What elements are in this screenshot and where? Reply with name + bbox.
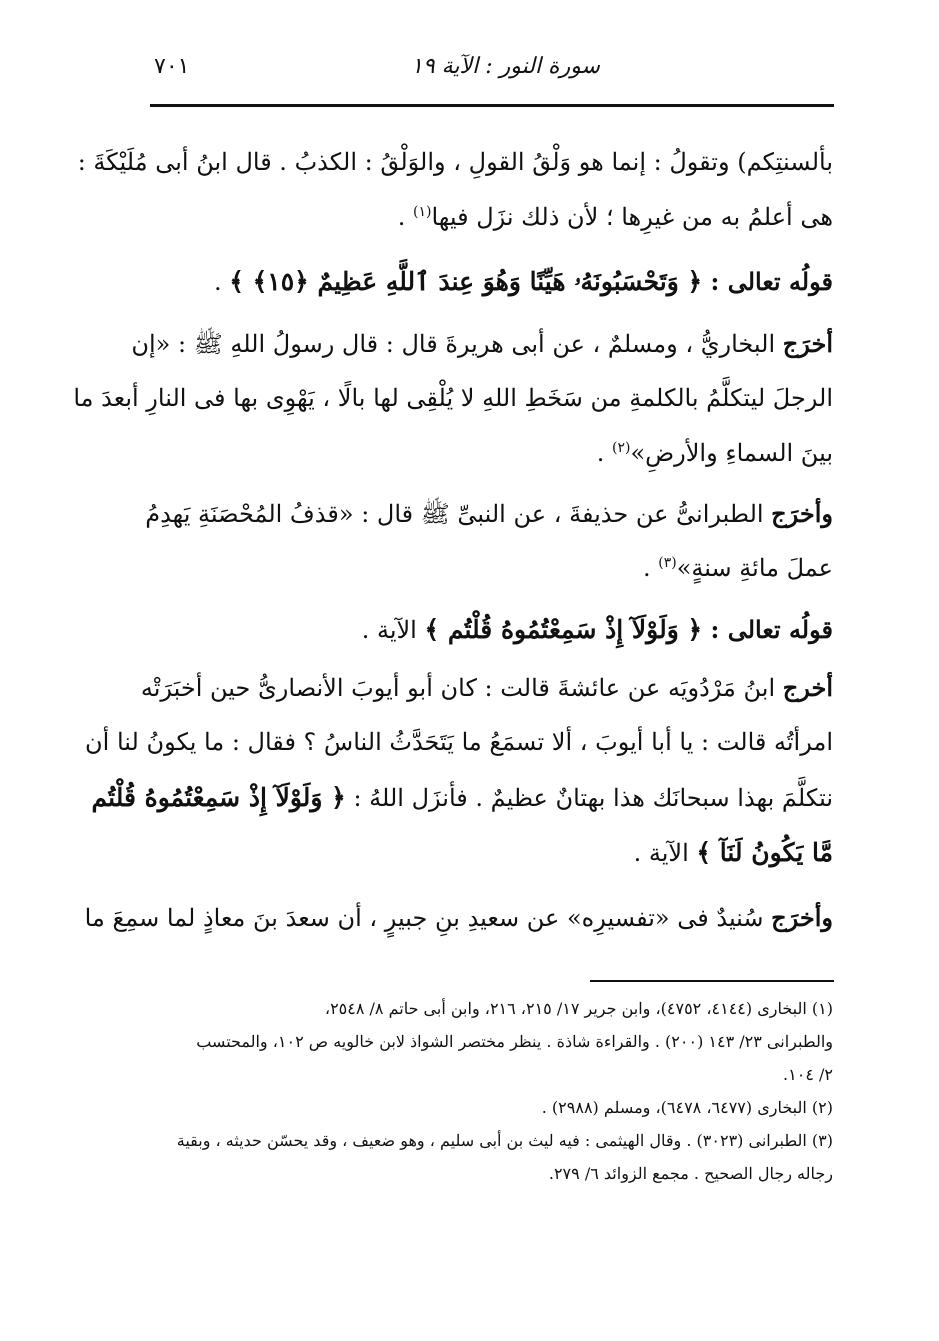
paragraph-4-line-2-end: . bbox=[643, 554, 659, 582]
paragraph-3-line-2: الرجلَ ليتكلَّمُ بالكلمةِ من سَخَطِ اللهِ لا يُلْقِى لها بالًا ، يَهْوِى بها فى النارِ أبعدَ ما bbox=[73, 384, 833, 412]
paragraph-4-line-2 bbox=[147, 541, 833, 596]
footnote-3-line-1: (٣) الطبرانى (٣٠٢٣) . وقال الهيثمى : فيه ليث بن أبى سليم ، وهو ضعيف ، وقد يحسّن حديثه ، وبقية bbox=[176, 1131, 833, 1150]
footnotes bbox=[143, 992, 833, 1190]
paragraph-3-line-3-text: بينَ السماءِ والأرضِ» bbox=[630, 439, 833, 467]
paragraph-7-lead: وأخرَج bbox=[771, 903, 833, 932]
paragraph-1-line-2 bbox=[147, 190, 833, 245]
verse-heading-1-end: . bbox=[214, 268, 230, 296]
paragraph-4-line-1 bbox=[147, 486, 833, 541]
footnote-3-line-2: رجاله رجال الصحيح . مجمع الزوائد ٦/ ٢٧٩. bbox=[548, 1164, 833, 1183]
verse-heading-1-line bbox=[147, 254, 833, 309]
footnote-1-line-2: والطبرانى ٢٣/ ١٤٣ (٢٠٠) . والقراءة شاذة . ينظر مختصر الشواذ لابن خالويه ص ١٠٢، والمحتسب bbox=[196, 1032, 833, 1051]
footnote-2: (٢) البخارى (٦٤٧٧، ٦٤٧٨)، ومسلم (٢٩٨٨) . bbox=[541, 1098, 833, 1117]
paragraph-4-line-2-text: عملَ مائةِ سنةٍ» bbox=[676, 554, 833, 582]
paragraph-6-line-1 bbox=[140, 660, 833, 715]
page-number: ٧٠١ bbox=[154, 54, 190, 79]
paragraph-7-line-1-text: سُنيدٌ فى «تفسيرِه» عن سعيدِ بنِ جبيرٍ ، أن سعدَ بنَ معاذٍ لما سمِعَ ما bbox=[84, 904, 772, 932]
paragraph-6-line-4 bbox=[147, 825, 833, 880]
verse-heading-2 bbox=[147, 602, 833, 657]
paragraph-3 bbox=[73, 316, 833, 481]
verse-heading-2-end: الآية . bbox=[361, 616, 425, 644]
paragraph-1-line-2-end: . bbox=[397, 203, 413, 231]
paragraph-3-line-3 bbox=[147, 426, 833, 481]
paragraph-1 bbox=[77, 135, 833, 245]
header-title: سورة النور : الآية ١٩ bbox=[411, 54, 600, 79]
paragraph-6-line-3-text: نتكلَّمَ بهذا سبحانَك هذا بهتانٌ عظيمٌ . فأنزَل اللهُ : bbox=[345, 784, 833, 812]
paragraph-6 bbox=[85, 660, 833, 880]
paragraph-6-line-1-text: ابنُ مَرْدُويَه عن عائشةَ قالت : كان أبو أيوبَ الأنصارىُّ حين أخبَرَتْه bbox=[140, 674, 783, 702]
paragraph-6-line-2: امرأتُه قالت : يا أبا أيوبَ ، ألا تسمَعُ ما يَتَحَدَّثُ الناسُ ؟ فقال : ما يكونُ لنا أن bbox=[85, 728, 833, 756]
verse-heading-2-line bbox=[147, 602, 833, 657]
running-header bbox=[150, 50, 830, 90]
paragraph-1-line-2-text: هى أعلمُ به من غيرِها ؛ لأن ذلك نزَل فيها bbox=[431, 203, 833, 231]
paragraph-3-lead: أخرَج bbox=[782, 329, 833, 358]
paragraph-6-line-4-end: الآية . bbox=[633, 839, 697, 867]
verse-heading-1-verse: ﴿ وَتَحْسَبُونَهُۥ هَيِّنًا وَهُوَ عِندَ ٱللَّهِ عَظِيمٌ ﴿١٥﴾ ﴾ bbox=[229, 267, 703, 296]
paragraph-3-line-1 bbox=[131, 316, 833, 371]
paragraph-7-line-1 bbox=[84, 890, 833, 945]
paragraph-4-lead: وأخرَج bbox=[771, 499, 833, 528]
footnote-1-line-1: (١) البخارى (٤١٤٤، ٤٧٥٢)، وابن جرير ١٧/ ٢١٥، ٢١٦، وابن أبى حاتم ٨/ ٢٥٤٨، bbox=[324, 999, 833, 1018]
paragraph-6-line-3-verse: ﴿ وَلَوْلَآ إِذْ سَمِعْتُمُوهُ قُلْتُم bbox=[91, 783, 346, 812]
footnote-ref-2[interactable]: (٢) bbox=[611, 440, 631, 456]
verse-heading-1-lead: قولُه تعالى : bbox=[702, 267, 833, 296]
footnote-1-line-3: ٢/ ١٠٤. bbox=[783, 1065, 833, 1084]
paragraph-3-line-3-end: . bbox=[596, 439, 612, 467]
footnote-separator bbox=[590, 980, 834, 982]
verse-heading-2-verse: ﴿ وَلَوْلَآ إِذْ سَمِعْتُمُوهُ قُلْتُم ﴾ bbox=[424, 615, 703, 644]
header-rule bbox=[150, 104, 834, 107]
paragraph-1-line-1: بألسنتِكم) وتقولُ : إنما هو وَلْقُ القولِ ، والوَلْقُ : الكذبُ . قال ابنُ أبى مُلَيْكَةَ : bbox=[77, 148, 833, 176]
paragraph-4-line-1-text: الطبرانىُّ عن حذيفةَ ، عن النبىِّ ﷺ قال : «قذفُ المُحْصَنَةِ يَهدِمُ bbox=[145, 500, 772, 528]
paragraph-3-line-1-text: البخاريُّ ، ومسلمٌ ، عن أبى هريرةَ قال : قال رسولُ اللهِ ﷺ : «إن bbox=[131, 330, 783, 358]
verse-heading-2-lead: قولُه تعالى : bbox=[702, 615, 833, 644]
paragraph-6-line-4-verse: مَّا يَكُونُ لَنَآ ﴾ bbox=[696, 838, 833, 867]
footnote-ref-3[interactable]: (٣) bbox=[658, 555, 677, 571]
paragraph-7 bbox=[84, 890, 833, 945]
footnote-ref-1[interactable]: (١) bbox=[413, 204, 432, 220]
verse-heading-1 bbox=[147, 254, 833, 309]
paragraph-6-lead: أخرج bbox=[782, 673, 833, 702]
paragraph-4 bbox=[147, 486, 833, 596]
paragraph-6-line-3 bbox=[91, 770, 833, 825]
